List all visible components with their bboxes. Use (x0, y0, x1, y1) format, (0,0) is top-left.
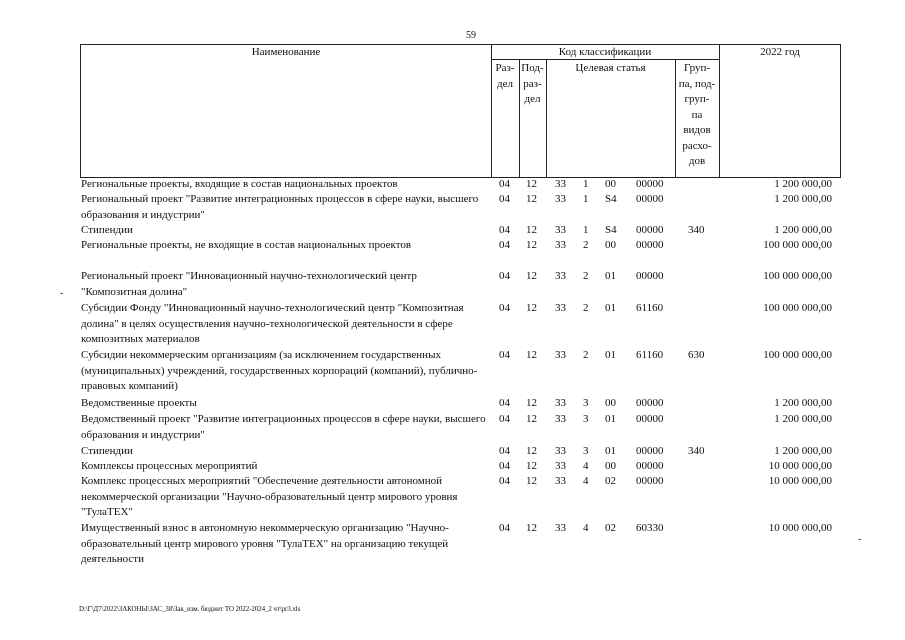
code-direction: 61160 (636, 302, 664, 314)
code-event: 00 (605, 397, 616, 409)
code-program: 33 (555, 349, 566, 361)
row-name: Ведомственный проект "Развитие интеграционных процессов в сфере науки, высшего образования и индустрии" (81, 413, 486, 441)
row-name: Субсидии некоммерческим организациям (за исключением государственных (муниципальных) учреждений, государственных корпораций (компаний), публично-правовых компаний) (81, 349, 478, 392)
code-direction: 00000 (636, 193, 664, 205)
code-subprogram: 4 (583, 475, 589, 487)
code-subsection: 12 (526, 413, 537, 425)
amount: 1 200 000,00 (774, 413, 832, 425)
amount: 1 200 000,00 (774, 178, 832, 190)
code-subsection: 12 (526, 349, 537, 361)
code-section: 04 (499, 445, 510, 457)
code-subprogram: 4 (583, 522, 589, 534)
code-subsection: 12 (526, 475, 537, 487)
footer-file-path: D:\Г\Д7\2022\ЗАКОНЫ\ЗАС_38\Зак_изм. бюджет ТО 2022-2024_2 чт\pr3.xls (79, 605, 301, 613)
code-direction: 00000 (636, 445, 664, 457)
code-direction: 00000 (636, 475, 664, 487)
amount: 1 200 000,00 (774, 445, 832, 457)
code-subsection: 12 (526, 239, 537, 251)
amount: 100 000 000,00 (763, 302, 832, 314)
code-direction: 00000 (636, 270, 664, 282)
code-subprogram: 2 (583, 349, 589, 361)
code-direction: 00000 (636, 224, 664, 236)
amount: 100 000 000,00 (763, 349, 832, 361)
code-subsection: 12 (526, 522, 537, 534)
code-program: 33 (555, 224, 566, 236)
row-name: Имущественный взнос в автономную некоммерческую организацию "Научно-образовательный центр мирового уровня "ТулаТЕХ" на организацию текущей деятельности (81, 522, 449, 565)
code-program: 33 (555, 302, 566, 314)
code-expense-type: 340 (688, 445, 705, 457)
code-subsection: 12 (526, 270, 537, 282)
code-subprogram: 3 (583, 397, 589, 409)
row-name: Ведомственные проекты (81, 397, 197, 409)
code-subsection: 12 (526, 302, 537, 314)
code-program: 33 (555, 475, 566, 487)
header-left-border (80, 44, 81, 177)
header-target-article: Целевая статья (575, 62, 646, 74)
code-section: 04 (499, 224, 510, 236)
code-event: S4 (605, 193, 617, 205)
code-program: 33 (555, 397, 566, 409)
amount: 10 000 000,00 (768, 460, 832, 472)
row-name: Комплекс процессных мероприятий "Обеспечение деятельности автономной некоммерческой организации "Научно-образовательный центр мирового уровня "ТулаТЕХ" (81, 475, 458, 518)
code-event: 00 (605, 460, 616, 472)
scan-mark: ˘ (858, 538, 862, 549)
code-event: 02 (605, 522, 616, 534)
code-event: 01 (605, 413, 616, 425)
header-subsection: Под- раз- дел (521, 62, 544, 105)
row-name: Региональные проекты, не входящие в состав национальных проектов (81, 239, 412, 251)
code-event: S4 (605, 224, 617, 236)
code-program: 33 (555, 445, 566, 457)
code-program: 33 (555, 522, 566, 534)
code-section: 04 (499, 349, 510, 361)
amount: 100 000 000,00 (763, 270, 832, 282)
code-subprogram: 3 (583, 445, 589, 457)
code-event: 02 (605, 475, 616, 487)
code-section: 04 (499, 302, 510, 314)
code-event: 01 (605, 270, 616, 282)
code-subprogram: 2 (583, 239, 589, 251)
code-program: 33 (555, 270, 566, 282)
code-subsection: 12 (526, 460, 537, 472)
code-direction: 61160 (636, 349, 664, 361)
row-name: Стипендии (81, 224, 133, 236)
amount: 10 000 000,00 (768, 522, 832, 534)
header-name: Наименование (251, 46, 321, 58)
code-direction: 00000 (636, 413, 664, 425)
header-year: 2022 год (760, 46, 800, 58)
code-subprogram: 1 (583, 193, 589, 205)
row-name: Стипендии (81, 445, 133, 457)
code-section: 04 (499, 413, 510, 425)
code-subsection: 12 (526, 193, 537, 205)
code-subsection: 12 (526, 445, 537, 457)
code-section: 04 (499, 475, 510, 487)
header-right-border (840, 44, 841, 177)
code-event: 01 (605, 349, 616, 361)
code-event: 01 (605, 302, 616, 314)
code-program: 33 (555, 239, 566, 251)
header-expense-group: Груп- па, под- груп- па видов расхо- дов (678, 62, 716, 167)
amount: 1 200 000,00 (774, 193, 832, 205)
code-direction: 00000 (636, 178, 664, 190)
code-subsection: 12 (526, 397, 537, 409)
code-expense-type: 630 (688, 349, 705, 361)
code-section: 04 (499, 193, 510, 205)
code-direction: 00000 (636, 460, 664, 472)
code-section: 04 (499, 397, 510, 409)
code-section: 04 (499, 178, 510, 190)
amount: 10 000 000,00 (768, 475, 832, 487)
code-program: 33 (555, 460, 566, 472)
code-subprogram: 4 (583, 460, 589, 472)
code-section: 04 (499, 460, 510, 472)
scan-mark: ˘ (60, 292, 64, 303)
code-subprogram: 2 (583, 270, 589, 282)
code-subprogram: 1 (583, 224, 589, 236)
amount: 100 000 000,00 (763, 239, 832, 251)
code-event: 00 (605, 178, 616, 190)
header-divider-subsection (546, 59, 547, 177)
amount: 1 200 000,00 (774, 224, 832, 236)
code-section: 04 (499, 522, 510, 534)
code-direction: 00000 (636, 397, 664, 409)
code-subprogram: 3 (583, 413, 589, 425)
header-divider-year (719, 44, 720, 177)
row-name: Региональные проекты, входящие в состав национальных проектов (81, 178, 398, 190)
row-name: Региональный проект "Инновационный научно-технологический центр "Композитная долина" (81, 270, 417, 298)
code-direction: 00000 (636, 239, 664, 251)
code-program: 33 (555, 178, 566, 190)
header-classification-code: Код классификации (558, 46, 652, 58)
row-name: Субсидии Фонду "Инновационный научно-технологический центр "Композитная долина" в целях осуществления научно-технологической деятельности в сфере композитных материалов (81, 302, 464, 345)
code-subprogram: 2 (583, 302, 589, 314)
code-event: 01 (605, 445, 616, 457)
code-direction: 60330 (636, 522, 664, 534)
code-section: 04 (499, 270, 510, 282)
code-program: 33 (555, 193, 566, 205)
row-name: Региональный проект "Развитие интеграционных процессов в сфере науки, высшего образования и индустрии" (81, 193, 479, 221)
amount: 1 200 000,00 (774, 397, 832, 409)
row-name: Комплексы процессных мероприятий (81, 460, 258, 472)
page-number: 59 (466, 30, 476, 41)
code-subprogram: 1 (583, 178, 589, 190)
code-subsection: 12 (526, 178, 537, 190)
code-program: 33 (555, 413, 566, 425)
code-expense-type: 340 (688, 224, 705, 236)
code-subsection: 12 (526, 224, 537, 236)
code-event: 00 (605, 239, 616, 251)
code-section: 04 (499, 239, 510, 251)
header-section: Раз- дел (495, 62, 515, 90)
